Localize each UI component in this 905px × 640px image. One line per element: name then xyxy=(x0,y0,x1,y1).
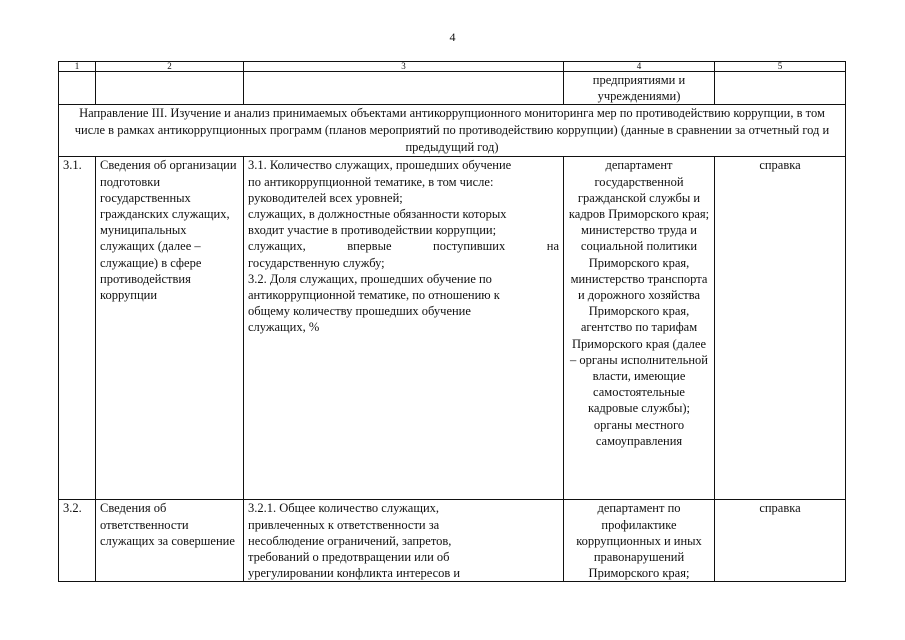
row-number: 3.2. xyxy=(59,500,96,582)
indicator-line: антикоррупционной тематике, по отношению к xyxy=(248,288,500,303)
cell-empty xyxy=(96,72,244,105)
indicator-line: служащих, в должностные обязанности которых xyxy=(248,207,507,222)
indicator-line: привлеченных к ответственности за xyxy=(248,517,440,532)
responsible-continuation: предприятиями и учреждениями) xyxy=(564,72,715,105)
row-form: справка xyxy=(715,157,846,500)
indicator-line: служащих, % xyxy=(248,320,320,335)
monitoring-table xyxy=(58,61,846,582)
indicator-line: входит участие в противодействии коррупции; xyxy=(248,223,497,238)
row-subject: Сведения об ответственности служащих за совершение xyxy=(96,500,244,582)
indicator-line: государственную службу; xyxy=(248,255,385,270)
indicator-line: 3.1. Количество служащих, прошедших обучение xyxy=(248,158,512,173)
column-number: 5 xyxy=(715,62,846,72)
row-number: 3.1. xyxy=(59,157,96,500)
cell-empty xyxy=(715,72,846,105)
row-responsible: департамент по профилактике коррупционных и иных правонарушений Приморского края; xyxy=(564,500,715,582)
indicator-line: несоблюдение ограничений, запретов, xyxy=(248,533,452,548)
indicator-line: руководителей всех уровней; xyxy=(248,190,403,205)
table-row xyxy=(59,157,846,500)
row-indicators xyxy=(244,157,564,500)
page-number: 4 xyxy=(449,30,456,44)
indicator-line: урегулировании конфликта интересов и xyxy=(248,566,461,581)
indicator-line: по антикоррупционной тематике, в том числе: xyxy=(248,174,494,189)
row-responsible: департамент государственной гражданской службы и кадров Приморского края; министерство труда и социальной политики Приморского края, министерство транспорта и дорожного хозяйства Приморского края, агентство по тарифам Приморского края (далее – органы исполнительной власти, имеющие самостоятельные кадровые службы); органы местного самоуправления xyxy=(564,157,715,500)
continuation-row xyxy=(59,72,846,105)
cell-empty xyxy=(244,72,564,105)
indicator-line: 3.2. Доля служащих, прошедших обучение по xyxy=(248,271,492,286)
row-subject: Сведения об организации подготовки государственных гражданских служащих, муниципальных служащих (далее – служащие) в сфере противодействия коррупции xyxy=(96,157,244,500)
column-number: 2 xyxy=(96,62,244,72)
cell-empty xyxy=(59,72,96,105)
indicator-line: требований о предотвращении или об xyxy=(248,550,450,565)
column-number-row xyxy=(59,62,846,72)
indicator-line: общему количеству прошедших обучение xyxy=(248,304,471,319)
indicator-line: служащих, впервые поступивших на xyxy=(248,239,559,254)
section-header: Направление III. Изучение и анализ принимаемых объектами антикоррупционного мониторинга мер по противодействию коррупции, в том числе в рамках антикоррупционных программ (планов мероприятий по противодействию коррупции) (данные в сравнении за отчетный год и предыдущий год) xyxy=(59,105,846,157)
row-indicators xyxy=(244,500,564,582)
section-header-row xyxy=(59,105,846,157)
column-number: 3 xyxy=(244,62,564,72)
column-number: 1 xyxy=(59,62,96,72)
table-row xyxy=(59,500,846,582)
row-form: справка xyxy=(715,500,846,582)
column-number: 4 xyxy=(564,62,715,72)
indicator-line: 3.2.1. Общее количество служащих, xyxy=(248,501,440,516)
